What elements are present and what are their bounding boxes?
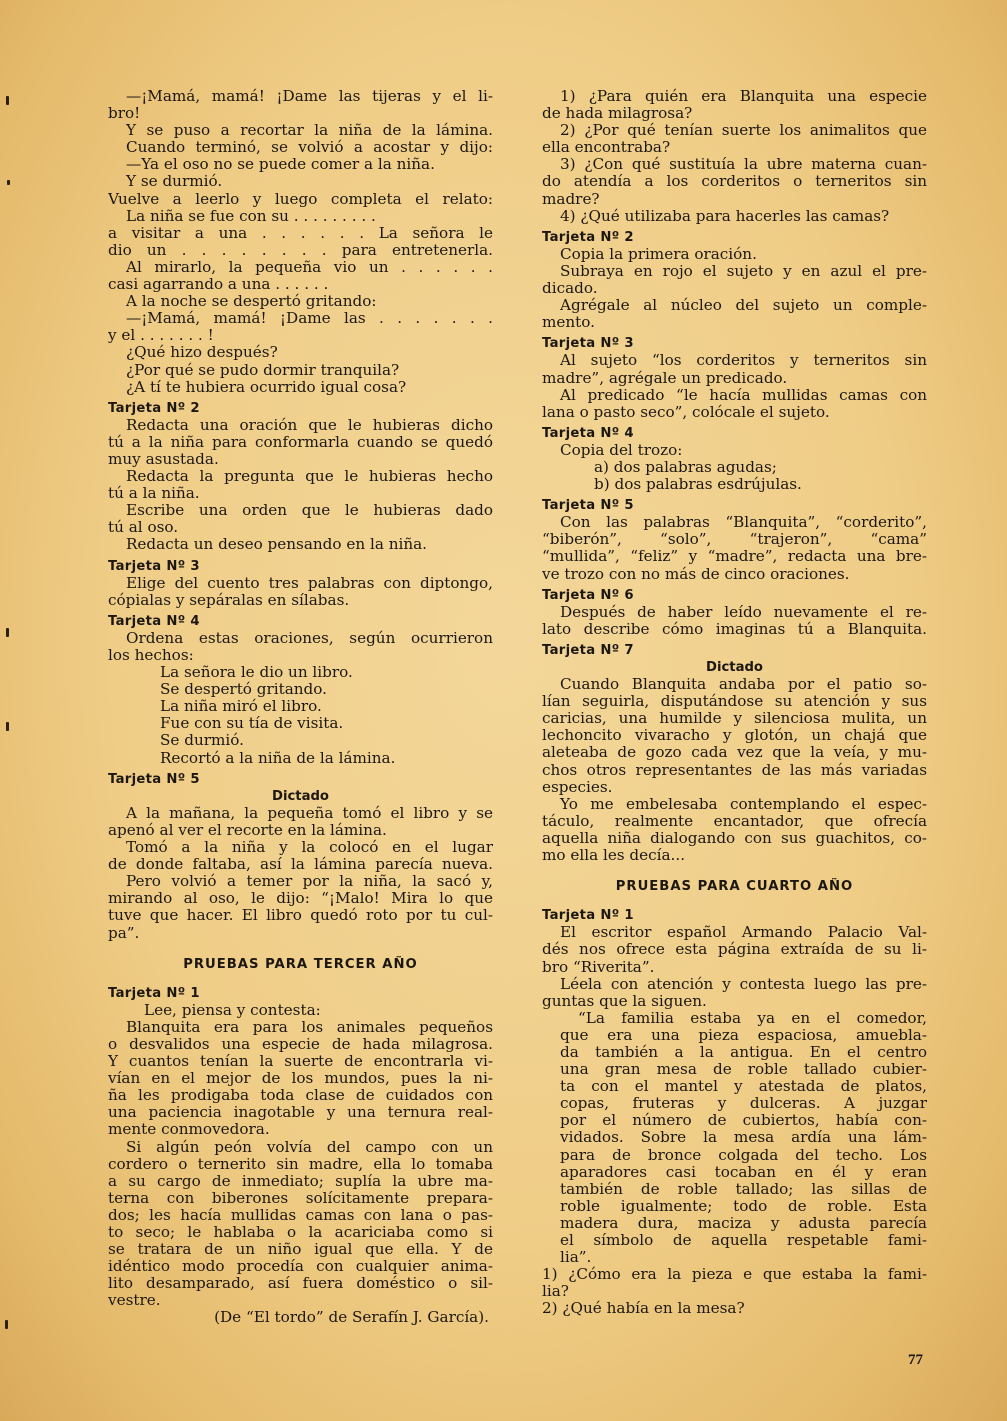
text-line: Tomó a la niña y la colocó en el lugar <box>126 839 493 857</box>
text-line: lechoncito vivaracho y glotón, un chajá que <box>542 727 927 745</box>
text-line: 1) ¿Para quién era Blanquita una especie <box>560 88 927 105</box>
text-line: Vuelve a leerlo y luego completa el relato: <box>108 190 493 208</box>
text-line: una gran mesa de roble tallado cubier- <box>560 1061 927 1079</box>
text-line: guntas que la siguen. <box>542 992 707 1010</box>
text-line: aparadores casi tocaban en él y eran <box>560 1163 927 1181</box>
text-line: Con las palabras “Blanquita”, “corderito”, <box>560 514 927 532</box>
text-line: táculo, realmente encantador, que ofrecía <box>542 812 927 830</box>
text-line: La niña se fue con su . . . . . . . . . <box>126 207 376 225</box>
margin-speck <box>7 180 10 185</box>
text-line: Blanquita era para los animales pequeños <box>126 1018 493 1036</box>
text-line: La niña miró el libro. <box>160 698 322 716</box>
text-line: roble igualmente; todo de roble. Esta <box>560 1197 927 1215</box>
text-line: copas, fruteras y dulceras. A juzgar <box>560 1095 927 1113</box>
text-line: a) dos palabras agudas; <box>594 458 777 476</box>
text-line: lato describe cómo imaginas tú a Blanquita. <box>542 620 927 638</box>
card-heading: Tarjeta Nº 1 <box>108 985 200 1001</box>
text-line: A la mañana, la pequeña tomó el libro y se <box>126 804 493 822</box>
text-line: Después de haber leído nuevamente el re- <box>560 603 927 621</box>
text-line: Cuando Blanquita andaba por el patio so- <box>560 676 927 694</box>
text-line: mente conmovedora. <box>108 1121 270 1139</box>
section-heading: PRUEBAS PARA TERCER AÑO <box>183 956 418 972</box>
text-line: cordero o ternerito sin madre, ella lo tomaba <box>108 1155 493 1173</box>
text-line: “biberón”, “solo”, “trajeron”, “cama” <box>542 531 927 549</box>
text-line: ve trozo con no más de cinco oraciones. <box>542 565 850 583</box>
text-line: Redacta una oración que le hubieras dicho <box>126 416 493 434</box>
text-line: to seco; le hablaba o la acariciaba como si <box>108 1224 493 1241</box>
text-line: lana o pasto seco”, colócale el sujeto. <box>542 403 830 421</box>
card-heading: Tarjeta Nº 6 <box>542 587 634 603</box>
text-line: dos; les hacía mullidas camas con lana o pas- <box>108 1206 493 1224</box>
text-line: casi agarrando a una . . . . . . <box>108 276 329 294</box>
right-column <box>542 88 927 1317</box>
text-line: o desvalidos una especie de hada milagrosa. <box>108 1035 493 1053</box>
text-line: vidados. Sobre la mesa ardía una lám- <box>560 1129 927 1147</box>
text-line: chos otros representantes de las más variadas <box>542 761 927 779</box>
text-line: Escribe una orden que le hubieras dado <box>126 502 493 520</box>
text-line: ña les prodigaba toda clase de cuidados con <box>108 1087 493 1105</box>
text-line: Lee, piensa y contesta: <box>144 1001 321 1019</box>
text-line: mirando al oso, le dijo: “¡Malo! Mira lo que <box>108 890 493 908</box>
text-line: vestre. <box>108 1292 161 1310</box>
text-line: Y se durmió. <box>126 173 223 191</box>
text-line: 2) ¿Qué había en la mesa? <box>542 1300 745 1318</box>
text-line: —¡Mamá, mamá! ¡Dame las . . . . . . . <box>126 310 493 328</box>
text-line: madre? <box>542 190 600 208</box>
dictation-heading: Dictado <box>706 660 763 675</box>
text-line: A la noche se despertó gritando: <box>126 293 377 311</box>
text-line: da también a la antigua. En el centro <box>560 1043 927 1061</box>
card-heading: Tarjeta Nº 2 <box>542 229 634 245</box>
text-line: a su cargo de inmediato; suplía la ubre ma- <box>108 1172 493 1190</box>
text-line: Copia del trozo: <box>560 441 683 459</box>
text-line: tú al oso. <box>108 519 179 537</box>
text-line: Léela con atención y contesta luego las pre- <box>560 975 927 993</box>
text-line: Recortó a la niña de la lámina. <box>160 749 396 767</box>
text-line: 3) ¿Con qué sustituía la ubre materna cuan- <box>560 156 927 174</box>
text-line: ¿Qué hizo después? <box>126 344 278 362</box>
text-line: el símbolo de aquella respetable fami- <box>560 1232 927 1249</box>
text-line: El escritor español Armando Palacio Val- <box>560 924 927 942</box>
text-line: Redacta un deseo pensando en la niña. <box>126 536 427 554</box>
text-line: Ordena estas oraciones, según ocurrieron <box>126 629 493 647</box>
margin-speck <box>6 96 9 105</box>
text-line: terna con biberones solícitamente prepara- <box>108 1189 493 1207</box>
text-line: Y cuantos tenían la suerte de encontrarla vi- <box>108 1053 493 1071</box>
text-line: bro! <box>108 105 141 123</box>
dictation-heading: Dictado <box>272 788 329 804</box>
text-line: Si algún peón volvía del campo con un <box>126 1138 493 1156</box>
left-column <box>108 88 493 1327</box>
text-line: La señora le dio un libro. <box>160 664 353 682</box>
text-line: muy asustada. <box>108 450 219 468</box>
text-line: también de roble tallado; las sillas de <box>560 1180 927 1198</box>
card-heading: Tarjeta Nº 4 <box>542 425 634 441</box>
text-line: a visitar a una . . . . . . La señora le <box>108 224 493 242</box>
text-line: ella encontraba? <box>542 139 671 157</box>
margin-speck <box>6 722 9 731</box>
text-line: ¿A tí te hubiera ocurrido igual cosa? <box>126 378 407 396</box>
text-line: Redacta la pregunta que le hubieras hecho <box>126 468 493 486</box>
text-line: de donde faltaba, así la lámina parecía nueva. <box>108 856 493 874</box>
text-line: que era una pieza espaciosa, amuebla- <box>560 1026 927 1044</box>
text-line: caricias, una humilde y silenciosa mulita, un <box>542 710 927 728</box>
text-line: Cuando terminó, se volvió a acostar y dijo: <box>126 139 493 157</box>
text-line: apenó al ver el recorte en la lámina. <box>108 821 387 839</box>
text-line: se tratara de un niño igual que ella. Y de <box>108 1241 493 1259</box>
card-heading: Tarjeta Nº 7 <box>542 642 634 658</box>
text-line: 4) ¿Qué utilizaba para hacerles las camas? <box>560 207 890 225</box>
text-line: especies. <box>542 778 613 796</box>
text-line: “mullida”, “feliz” y “madre”, redacta una bre- <box>542 548 927 566</box>
text-line: para de bronce colgada del techo. Los <box>560 1146 927 1164</box>
text-line: tú a la niña. <box>108 485 200 503</box>
text-line: Se despertó gritando. <box>160 681 327 699</box>
margin-speck <box>5 1320 8 1329</box>
text-line: 2) ¿Por qué tenían suerte los animalitos que <box>560 122 927 140</box>
text-line: Elige del cuento tres palabras con diptongo, <box>126 574 493 592</box>
text-line: mo ella les decía... <box>542 847 686 865</box>
card-heading: Tarjeta Nº 4 <box>108 613 200 629</box>
text-line: tú a la niña para conformarla cuando se quedó <box>108 433 493 451</box>
text-line: —Ya el oso no se puede comer a la niña. <box>126 156 435 174</box>
text-line: b) dos palabras esdrújulas. <box>594 476 802 494</box>
text-line: Se durmió. <box>160 732 244 750</box>
section-heading: PRUEBAS PARA CUARTO AÑO <box>615 879 854 895</box>
card-heading: Tarjeta Nº 2 <box>108 400 200 416</box>
text-line: Copia la primera oración. <box>560 245 757 263</box>
text-line: dicado. <box>542 280 598 298</box>
text-line: Agrégale al núcleo del sujeto un comple- <box>560 297 927 315</box>
text-line: ta con el mantel y atestada de platos, <box>560 1078 927 1096</box>
text-line: lito desamparado, así fuera doméstico o sil- <box>108 1275 493 1293</box>
text-line: Al mirarlo, la pequeña vio un . . . . . . <box>126 258 493 276</box>
text-line: Fue con su tía de visita. <box>160 715 344 733</box>
card-heading: Tarjeta Nº 3 <box>542 336 634 352</box>
card-heading: Tarjeta Nº 5 <box>108 771 200 787</box>
text-line: madera dura, maciza y adusta parecía <box>560 1214 927 1232</box>
text-line: lia? <box>542 1283 569 1301</box>
text-line: mento. <box>542 314 595 332</box>
text-line: Subraya en rojo el sujeto y en azul el pre- <box>560 262 927 280</box>
text-line: madre”, agrégale un predicado. <box>542 369 788 387</box>
text-line: los hechos: <box>108 647 194 664</box>
text-line: lían seguirla, disputándose su atención y sus <box>542 693 927 711</box>
card-heading: Tarjeta Nº 3 <box>108 558 200 574</box>
page-number: 77 <box>908 1352 923 1368</box>
text-line: do atendía a los corderitos o terneritos sin <box>542 173 927 191</box>
text-line: una paciencia inagotable y una ternura real- <box>108 1104 493 1122</box>
margin-speck <box>6 628 9 637</box>
text-line: ¿Por qué se pudo dormir tranquila? <box>126 361 400 379</box>
text-line: Y se puso a recortar la niña de la lámina. <box>126 122 493 140</box>
text-line: bro “Riverita”. <box>542 958 655 976</box>
text-line: idéntico modo procedía con cualquier anima- <box>108 1258 493 1276</box>
text-line: de hada milagrosa? <box>542 105 693 123</box>
card-heading: Tarjeta Nº 5 <box>542 498 634 514</box>
text-line: cópialas y sepáralas en sílabas. <box>108 591 350 609</box>
text-line: lia”. <box>560 1249 592 1267</box>
text-line: tuve que hacer. El libro quedó roto por tu cul- <box>108 907 493 925</box>
text-line: “La familia estaba ya en el comedor, <box>578 1009 927 1027</box>
text-line: por el número de cubiertos, había con- <box>560 1112 927 1130</box>
text-line: aleteaba de gozo cada vez que la veía, y mu- <box>542 744 927 762</box>
text-line: Al predicado “le hacía mullidas camas con <box>560 386 927 404</box>
text-line: dio un . . . . . . . . para entretenerla. <box>108 241 493 259</box>
text-line: vían en el mejor de los mundos, pues la ni- <box>108 1070 493 1088</box>
source-citation: (De “El tordo” de Serafín J. García). <box>214 1309 489 1327</box>
text-line: —¡Mamá, mamá! ¡Dame las tijeras y el li- <box>126 88 493 105</box>
text-line: dés nos ofrece esta página extraída de su li- <box>542 941 927 959</box>
text-line: Yo me embelesaba contemplando el espec- <box>560 795 927 813</box>
card-heading: Tarjeta Nº 1 <box>542 908 634 924</box>
text-line: aquella niña dialogando con sus guachitos, co- <box>542 829 927 847</box>
text-line: Al sujeto “los corderitos y terneritos sin <box>560 352 927 370</box>
text-line: y el . . . . . . . ! <box>108 327 214 345</box>
text-line: 1) ¿Cómo era la pieza e que estaba la fami- <box>542 1266 927 1284</box>
text-line: Pero volvió a temer por la niña, la sacó y, <box>126 873 493 891</box>
text-line: pa”. <box>108 924 140 942</box>
